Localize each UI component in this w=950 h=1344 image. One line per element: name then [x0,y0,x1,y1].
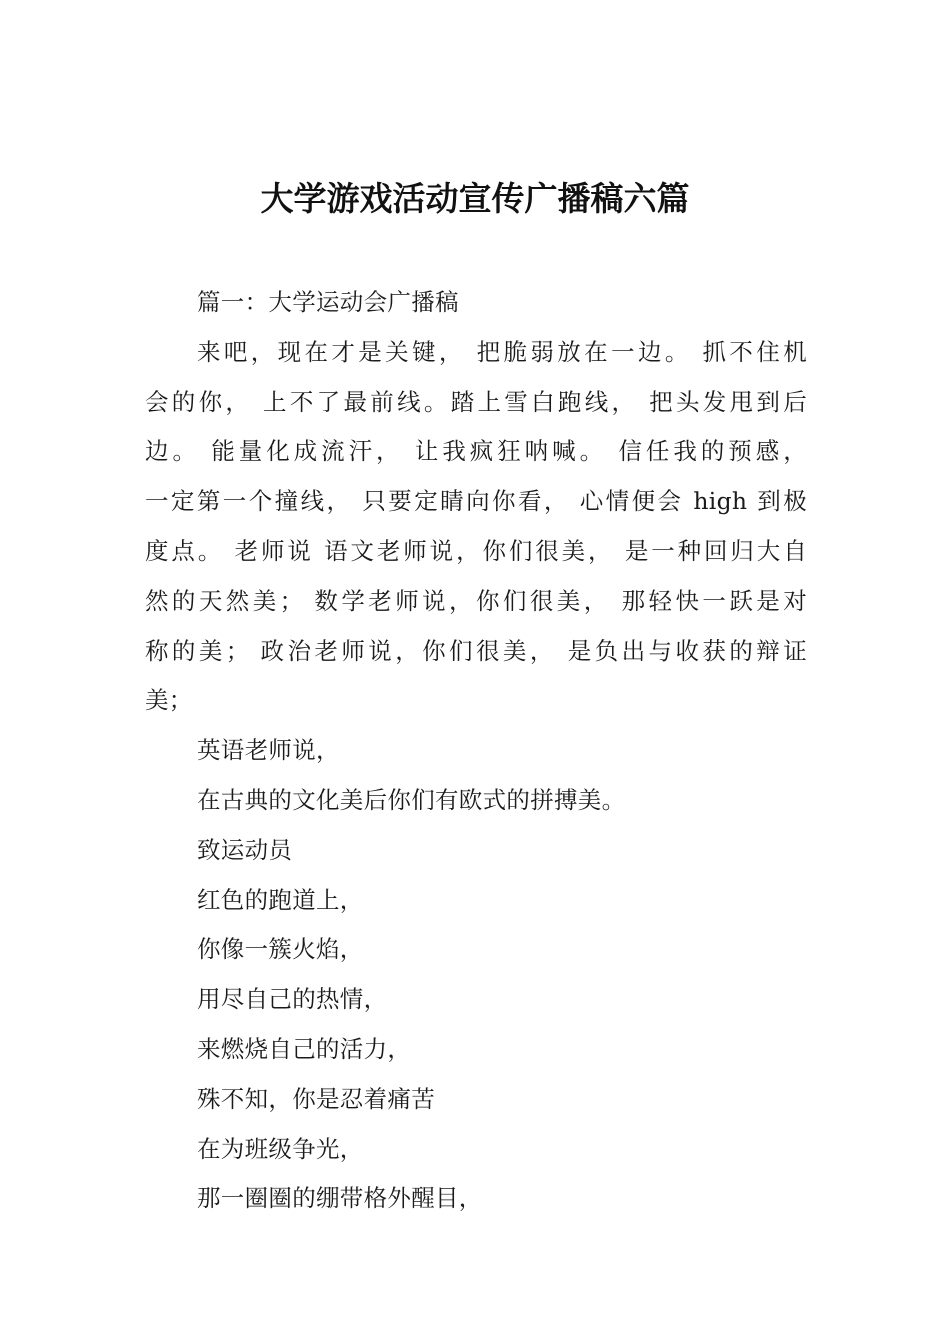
paragraph-line: 会的你， 上不了最前线。踏上雪白跑线， 把头发甩到后 [145,387,807,416]
document-body [145,278,807,1224]
text-line: 用尽自己的热情， [197,985,388,1014]
document-title: 大学游戏活动宣传广播稿六篇 [260,179,690,218]
paragraph-line: 然的天然美； 数学老师说，你们很美， 那轻快一跃是对 [145,586,807,615]
text-line: 殊不知，你是忍着痛苦 [197,1084,435,1113]
text-line: 英语老师说， [197,736,340,765]
text-line: 致运动员 [197,835,293,864]
paragraph-line: 边。 能量化成流汗， 让我疯狂呐喊。 信任我的预感， [145,437,807,466]
text-line: 在古典的文化美后你们有欧式的拼搏美。 [197,785,626,814]
paragraph-line: 一定第一个撞线， 只要定睛向你看， 心情便会 high 到极 [145,487,807,516]
paragraph-line: 度点。 老师说 语文老师说，你们很美， 是一种回归大自 [145,536,807,565]
paragraph-line: 来吧，现在才是关键， 把脆弱放在一边。 抓不住机 [197,337,807,366]
body-paragraph [145,328,807,726]
text-line: 在为班级争光， [197,1134,364,1163]
section-heading: 篇一：大学运动会广播稿 [197,288,459,316]
text-line: 你像一簇火焰， [197,935,364,964]
paragraph-line: 美； [145,686,193,715]
paragraph-line: 称的美； 政治老师说，你们很美， 是负出与收获的辩证 [145,636,807,665]
text-line: 那一圈圈的绷带格外醒目， [197,1184,483,1213]
text-line: 来燃烧自己的活力， [197,1034,412,1063]
text-line: 红色的跑道上， [197,885,364,914]
